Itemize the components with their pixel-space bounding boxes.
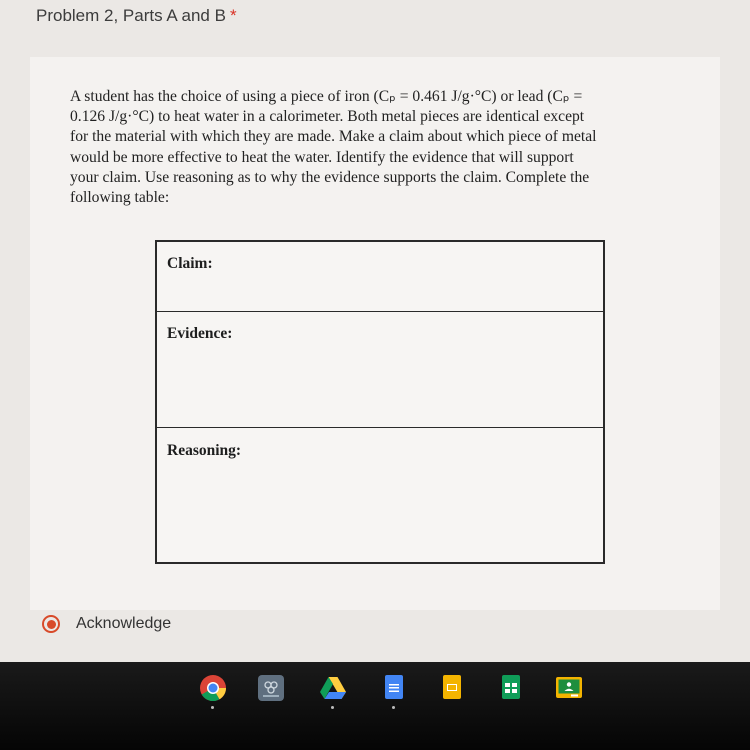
evidence-label: Evidence: <box>167 325 233 342</box>
question-title-text: Problem 2, Parts A and B <box>36 6 226 25</box>
claim-row <box>157 242 603 312</box>
drive-glyph <box>319 674 347 702</box>
google-classroom-icon[interactable] <box>555 674 583 702</box>
docs-lines <box>389 684 399 692</box>
running-indicator <box>392 706 395 709</box>
problem-line: for the material with which they are made. Make a claim about which piece of metal <box>70 128 597 146</box>
reasoning-row <box>157 429 603 560</box>
problem-text <box>70 87 695 208</box>
chrome-glyph <box>199 674 227 702</box>
problem-line: following table: <box>70 189 170 207</box>
sheets-grid <box>505 683 517 693</box>
required-asterisk: * <box>229 6 237 25</box>
google-drive-icon[interactable] <box>319 674 347 702</box>
google-docs-icon[interactable] <box>380 674 408 702</box>
radio-selected-dot <box>47 620 56 629</box>
app-icon[interactable] <box>257 674 285 702</box>
reasoning-label: Reasoning: <box>167 442 242 459</box>
question-title <box>36 6 237 26</box>
os-shelf <box>0 662 750 750</box>
problem-line: A student has the choice of using a piece of iron (Cₚ = 0.461 J/g·°C) or lead (Cₚ = <box>70 88 583 105</box>
acknowledge-radio[interactable] <box>42 615 60 633</box>
acknowledge-label: Acknowledge <box>76 615 172 632</box>
running-indicator <box>211 706 214 709</box>
classroom-glyph <box>555 674 583 702</box>
problem-line: would be more effective to heat the water. Identify the evidence that will support <box>70 148 574 166</box>
running-indicator <box>331 706 334 709</box>
problem-line: your claim. Use reasoning as to why the evidence supports the claim. Complete the <box>70 168 590 186</box>
problem-image <box>30 57 720 610</box>
claim-label: Claim: <box>167 255 213 272</box>
slides-frame <box>447 684 457 691</box>
chrome-icon[interactable] <box>199 674 227 702</box>
app-glyph <box>257 674 285 702</box>
evidence-row <box>157 312 603 428</box>
google-sheets-icon[interactable] <box>497 674 525 702</box>
acknowledge-option[interactable] <box>42 615 171 633</box>
google-slides-icon[interactable] <box>438 674 466 702</box>
problem-line: 0.126 J/g·°C) to heat water in a calorimeter. Both metal pieces are identical except <box>70 108 585 126</box>
cer-table <box>155 240 605 564</box>
